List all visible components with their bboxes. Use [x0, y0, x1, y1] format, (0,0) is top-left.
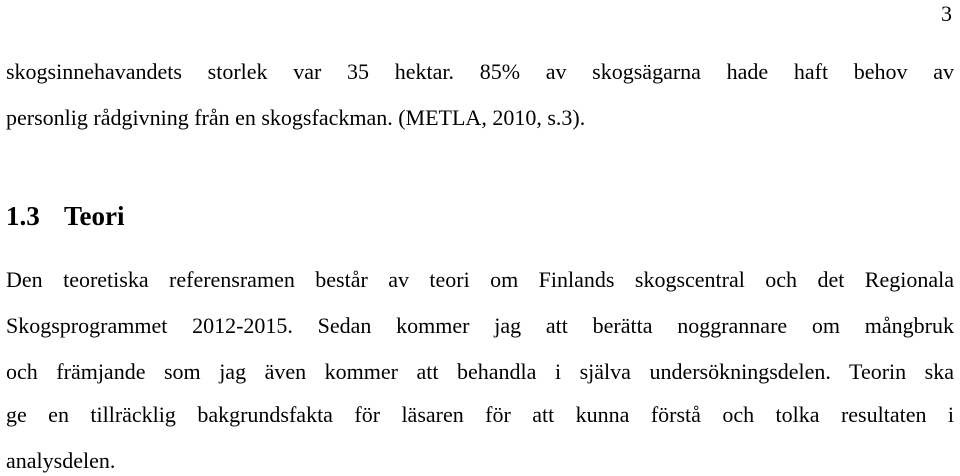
section-heading [6, 199, 125, 233]
paragraph-1-line-2: personlig rådgivning från en skogsfackman. (METLA, 2010, s.3). [6, 105, 586, 130]
paragraph-2-line-3: och främjande som jag även kommer att behandla i själva undersökningsdelen. Teorin ska [6, 359, 954, 384]
paragraph-2-line-5: analysdelen. [6, 448, 116, 473]
section-title: Teori [64, 201, 125, 231]
page-number: 3 [941, 1, 952, 26]
paragraph-2-line-2: Skogsprogrammet 2012-2015. Sedan kommer jag att berätta noggrannare om mångbruk [6, 313, 954, 338]
section-number: 1.3 [6, 201, 40, 231]
paragraph-2-line-1: Den teoretiska referensramen består av teori om Finlands skogscentral och det Regionala [6, 267, 954, 292]
paragraph-1-line-1: skogsinnehavandets storlek var 35 hektar. 85% av skogsägarna hade haft behov av [6, 59, 954, 84]
paragraph-2-line-4: ge en tillräcklig bakgrundsfakta för läsaren för att kunna förstå och tolka resultaten i [6, 402, 954, 427]
